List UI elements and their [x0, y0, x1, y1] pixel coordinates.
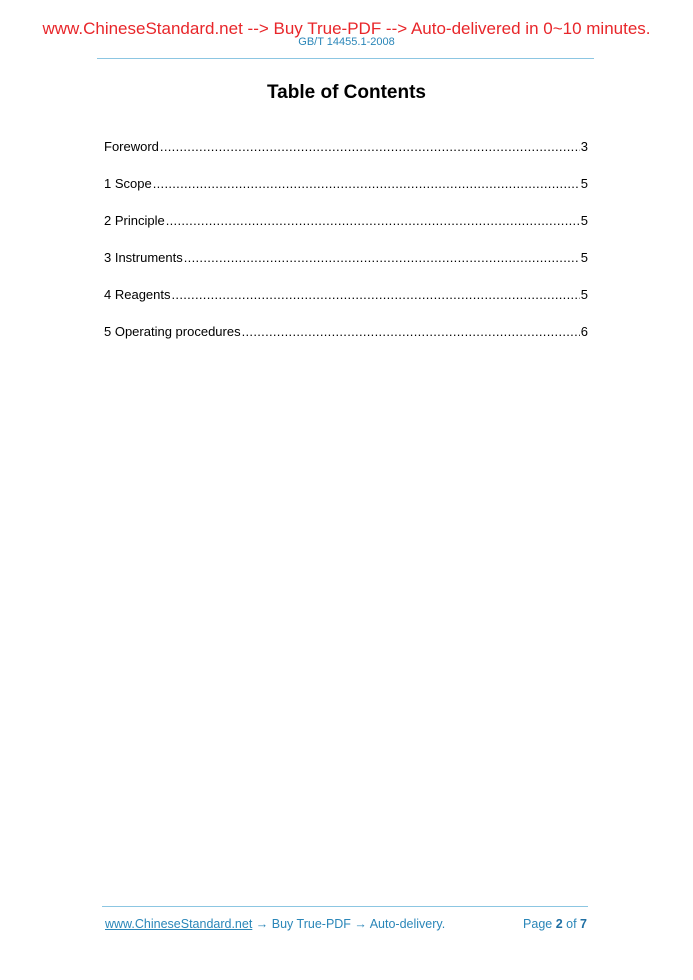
document-code: GB/T 14455.1-2008 [298, 36, 395, 48]
toc-leader-dots [242, 323, 580, 341]
toc-entry-page: 5 [580, 213, 588, 228]
toc-entry-label: 5 Operating procedures [104, 324, 241, 339]
page-of: of [562, 917, 581, 931]
footer-promo-text: → Buy True-PDF → Auto-delivery. [252, 917, 446, 931]
toc-entry-page: 6 [580, 324, 588, 339]
page-word: Page [523, 917, 556, 931]
toc-entry-label: 2 Principle [104, 213, 165, 228]
toc-entry-label: 1 Scope [104, 176, 152, 191]
footer-website-link[interactable]: www.ChineseStandard.net [105, 917, 253, 931]
current-page: 2 [555, 917, 563, 931]
header-banner[interactable]: www.ChineseStandard.net --> Buy True-PDF --> Auto-delivered in 0~10 minutes. [42, 19, 651, 38]
toc-entry-page: 5 [580, 176, 588, 191]
toc-leader-dots [166, 212, 580, 230]
total-pages: 7 [580, 917, 587, 931]
footer-divider [102, 906, 588, 907]
page-number [523, 916, 587, 932]
toc-leader-dots [172, 286, 580, 304]
header-divider [97, 58, 594, 59]
toc-entry-page: 3 [580, 139, 588, 154]
toc-entry-instruments[interactable] [104, 249, 588, 286]
toc-entry-operating-procedures[interactable] [104, 323, 588, 360]
toc-leader-dots [160, 138, 580, 156]
toc-entry-label: Foreword [104, 139, 159, 154]
page-title: Table of Contents [266, 82, 427, 103]
toc-leader-dots [184, 249, 580, 267]
toc-leader-dots [153, 175, 580, 193]
toc-entry-scope[interactable] [104, 175, 588, 212]
toc-entry-page: 5 [580, 250, 588, 265]
toc-entry-label: 4 Reagents [104, 287, 171, 302]
toc-entry-page: 5 [580, 287, 588, 302]
toc-entry-foreword[interactable] [104, 138, 588, 175]
toc-entry-principle[interactable] [104, 212, 588, 249]
toc-entry-reagents[interactable] [104, 286, 588, 323]
table-of-contents [104, 138, 588, 360]
footer-promo [105, 916, 445, 932]
toc-entry-label: 3 Instruments [104, 250, 183, 265]
